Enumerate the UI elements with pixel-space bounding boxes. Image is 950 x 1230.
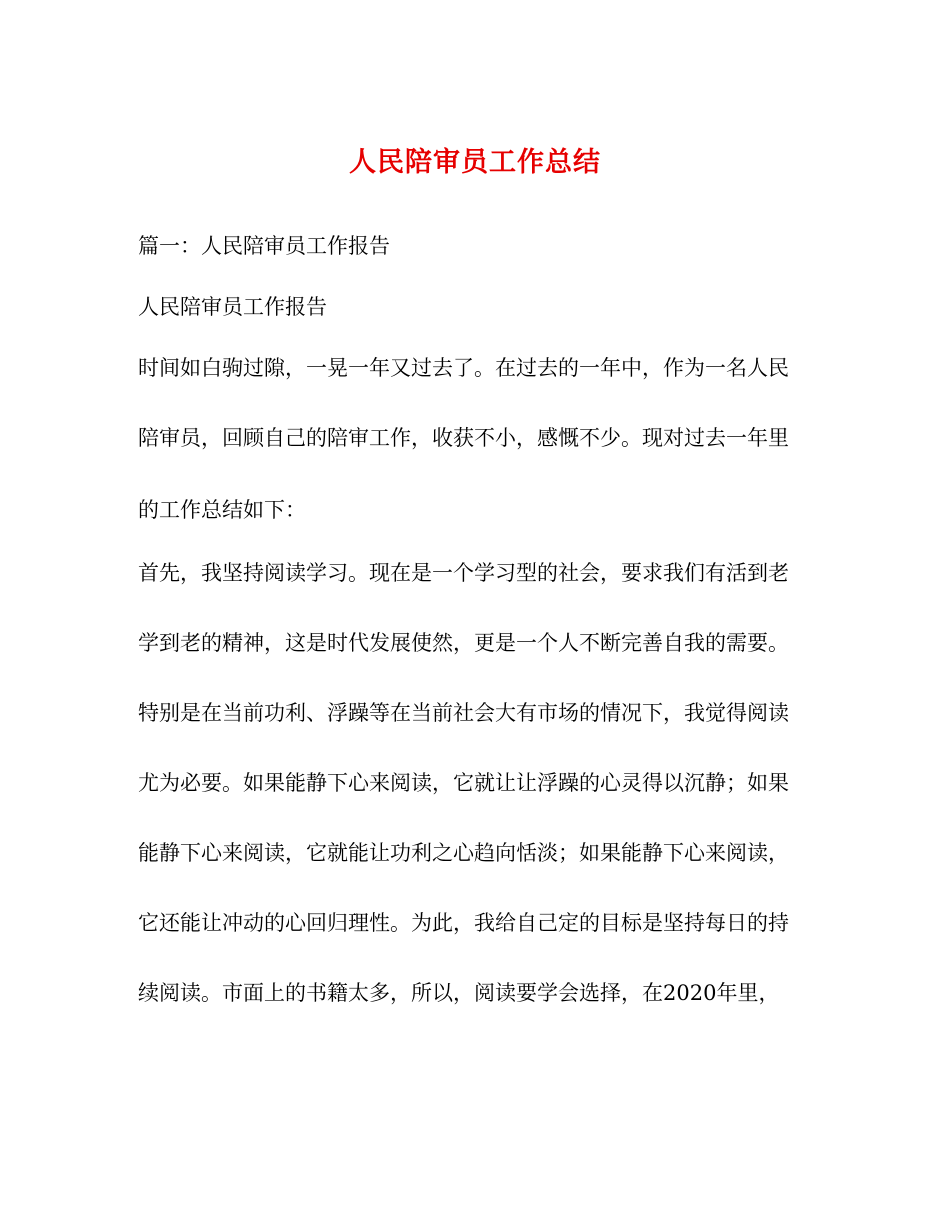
body-line-2: 陪审员，回顾自己的陪审工作，收获不小，感慨不少。现对过去一年里 bbox=[138, 426, 789, 450]
body-line-3: 的工作总结如下： bbox=[138, 498, 306, 522]
body-line-10: 续阅读。市面上的书籍太多，所以，阅读要学会选择，在2020年里， bbox=[138, 981, 780, 1005]
body-line-6: 特别是在当前功利、浮躁等在当前社会大有市场的情况下，我觉得阅读 bbox=[138, 701, 789, 725]
section-heading: 篇一：人民陪审员工作报告 bbox=[138, 234, 390, 258]
document-title: 人民陪审员工作总结 bbox=[349, 147, 601, 178]
body-line-9: 它还能让冲动的心回归理性。为此，我给自己定的目标是坚持每日的持 bbox=[138, 911, 789, 935]
body-line-1: 时间如白驹过隙，一晃一年又过去了。在过去的一年中，作为一名人民 bbox=[138, 356, 789, 380]
body-line-8: 能静下心来阅读，它就能让功利之心趋向恬淡；如果能静下心来阅读， bbox=[138, 841, 789, 865]
body-line-4: 首先，我坚持阅读学习。现在是一个学习型的社会，要求我们有活到老 bbox=[138, 561, 789, 585]
report-subtitle: 人民陪审员工作报告 bbox=[138, 295, 327, 319]
body-line-7: 尤为必要。如果能静下心来阅读，它就让让浮躁的心灵得以沉静；如果 bbox=[138, 771, 789, 795]
body-line-5: 学到老的精神，这是时代发展使然，更是一个人不断完善自我的需要。 bbox=[138, 631, 789, 655]
